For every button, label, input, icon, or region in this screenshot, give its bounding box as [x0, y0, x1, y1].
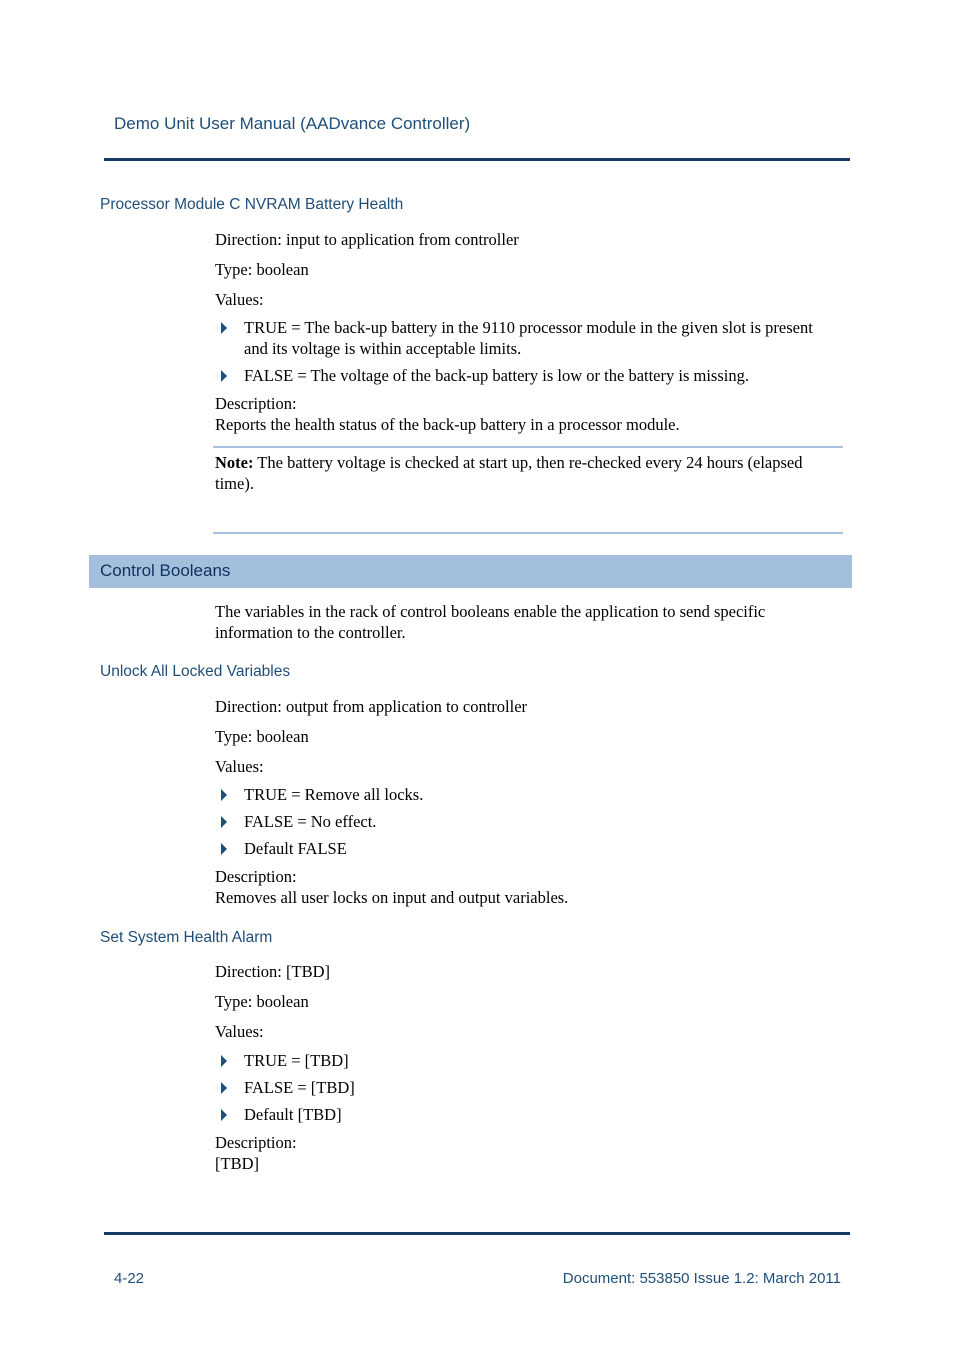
description-text: [TBD]	[215, 1154, 259, 1173]
type-text: Type: boolean	[215, 260, 309, 279]
bullet-arrow-icon	[221, 370, 227, 382]
page-header-title: Demo Unit User Manual (AADvance Controller)	[114, 114, 471, 133]
header-rule	[104, 158, 850, 161]
bullet-arrow-icon	[221, 1055, 227, 1067]
description-label: Description:	[215, 1133, 297, 1152]
section-heading-battery-health: Processor Module C NVRAM Battery Health	[100, 196, 404, 213]
bullet-arrow-icon	[221, 816, 227, 828]
type-text: Type: boolean	[215, 992, 309, 1011]
note-text	[215, 452, 835, 494]
bullet-arrow-icon	[221, 322, 227, 334]
description-label: Description:	[215, 867, 297, 886]
direction-text: Direction: input to application from controller	[215, 230, 519, 249]
section-bar-control-booleans	[89, 555, 852, 588]
note-body: The battery voltage is checked at start up, then re-checked every 24 hours (elapsed time).	[215, 453, 803, 493]
document-reference: Document: 553850 Issue 1.2: March 2011	[562, 1270, 841, 1287]
note-top-rule	[213, 446, 843, 448]
bullet-arrow-icon	[221, 843, 227, 855]
section-heading-system-health-alarm: Set System Health Alarm	[100, 929, 273, 946]
bullet-arrow-icon	[221, 1109, 227, 1121]
type-text: Type: boolean	[215, 727, 309, 746]
note-label: Note:	[215, 453, 254, 472]
direction-text: Direction: [TBD]	[215, 962, 331, 981]
description-text: Removes all user locks on input and output variables.	[215, 888, 569, 907]
page-number: 4-22	[114, 1270, 145, 1287]
bullet-arrow-icon	[221, 1082, 227, 1094]
values-label: Values:	[215, 757, 264, 776]
direction-text: Direction: output from application to controller	[215, 697, 528, 716]
bullet-arrow-icon	[221, 789, 227, 801]
section-heading-unlock-variables: Unlock All Locked Variables	[100, 663, 291, 680]
values-label: Values:	[215, 1022, 264, 1041]
description-label: Description:	[215, 394, 297, 413]
section-title: Control Booleans	[100, 561, 231, 580]
control-booleans-intro: The variables in the rack of control booleans enable the application to send specific information to the controller.	[215, 602, 766, 642]
values-label: Values:	[215, 290, 264, 309]
note-bottom-rule	[213, 532, 843, 534]
footer-rule	[104, 1232, 850, 1235]
description-text: Reports the health status of the back-up battery in a processor module.	[215, 415, 680, 434]
